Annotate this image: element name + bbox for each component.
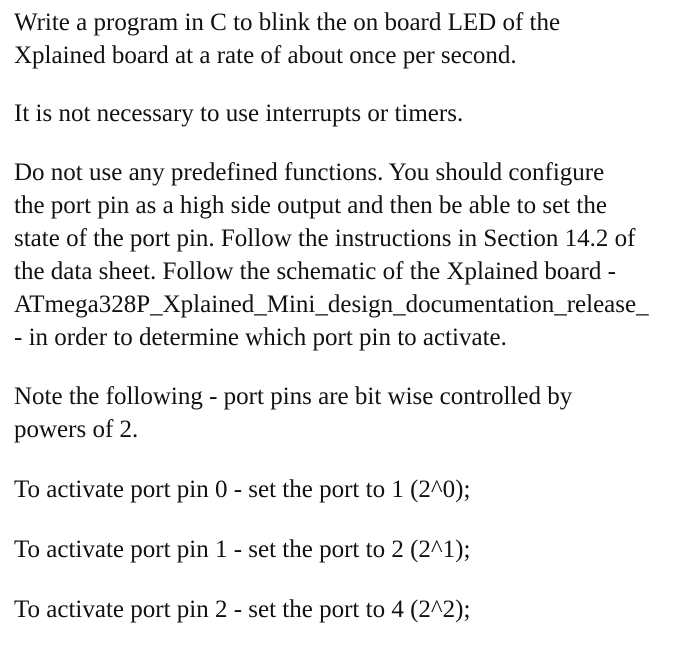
text-line: the port pin as a high side output and then be able to set the (14, 192, 607, 219)
text-line: state of the port pin. Follow the instructions in Section 14.2 of (14, 225, 636, 252)
text-line: powers of 2. (14, 416, 139, 443)
paragraph-port-pin-0 (14, 473, 700, 506)
text-line: Xplained board at a rate of about once per second. (14, 42, 517, 69)
text-line: Do not use any predefined functions. You should configure (14, 159, 605, 186)
text-line: Note the following - port pins are bit wise controlled by (14, 383, 573, 410)
paragraph-port-pin-1 (14, 533, 700, 566)
paragraph-no-interrupts (14, 97, 700, 130)
document-body (14, 6, 700, 626)
paragraph-port-pin-2 (14, 593, 700, 626)
paragraph-note (14, 380, 700, 446)
text-line: To activate port pin 2 - set the port to 4 (2^2); (14, 596, 471, 623)
text-line: To activate port pin 1 - set the port to 2 (2^1); (14, 536, 471, 563)
text-line: the data sheet. Follow the schematic of the Xplained board - (14, 258, 616, 285)
text-line: - in order to determine which port pin to activate. (14, 324, 507, 351)
text-line: Write a program in C to blink the on board LED of the (14, 9, 561, 36)
text-line: To activate port pin 0 - set the port to 1 (2^0); (14, 476, 471, 503)
paragraph-task (14, 6, 700, 72)
text-line: It is not necessary to use interrupts or timers. (14, 100, 464, 127)
paragraph-instructions (14, 156, 700, 354)
text-line: ATmega328P_Xplained_Mini_design_documentation_release_ (14, 291, 649, 318)
